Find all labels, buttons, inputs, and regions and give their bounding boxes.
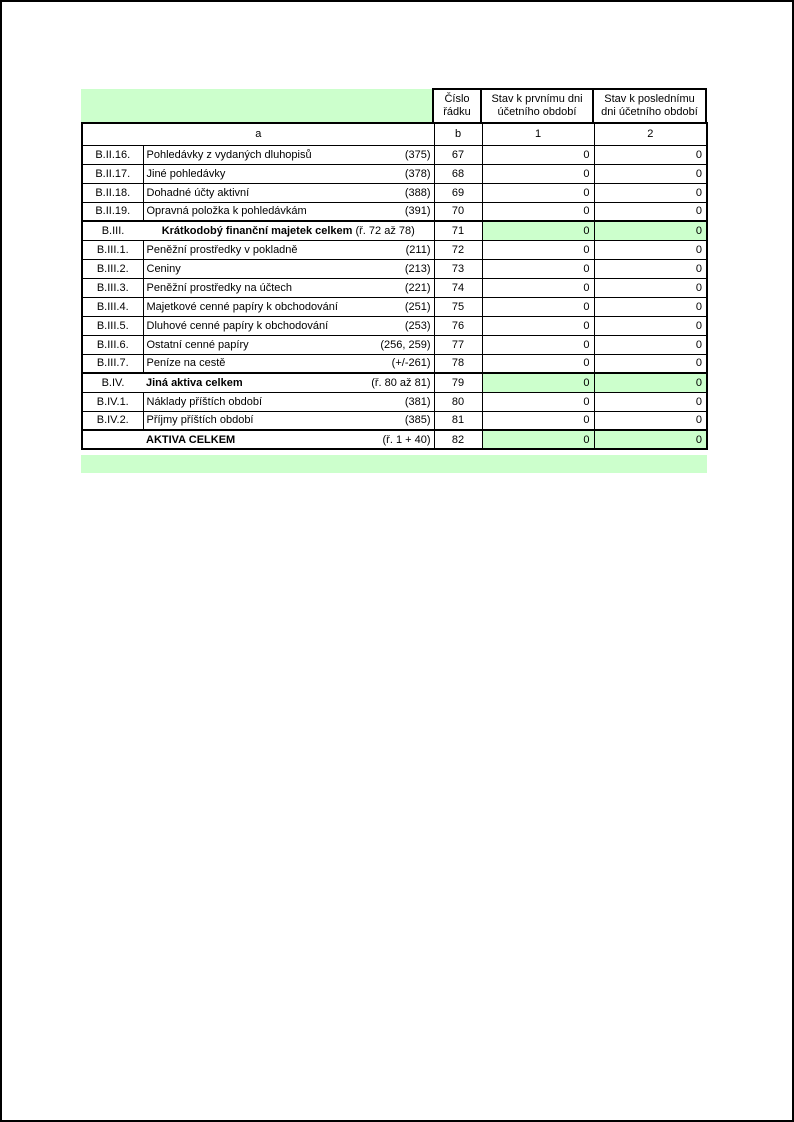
- row-label-cell: [143, 335, 434, 354]
- row-value-period-end: 0: [594, 430, 707, 449]
- row-label: Peněžní prostředky v pokladně: [146, 243, 298, 256]
- row-code-cell: B.II.18.: [82, 183, 143, 202]
- row-code-cell: B.IV.1.: [82, 392, 143, 411]
- row-label-cell: [143, 354, 434, 373]
- row-account-code: (388): [404, 186, 431, 199]
- row-label: Ceniny: [146, 262, 181, 275]
- row-value-period-start: 0: [482, 145, 594, 164]
- subheader-a: a: [82, 123, 434, 145]
- row-value-period-end: 0: [594, 240, 707, 259]
- row-account-code: (+/-261): [391, 357, 431, 370]
- row-label-cell: [143, 259, 434, 278]
- row-label: Příjmy příštích období: [146, 414, 254, 427]
- row-label-cell: [143, 164, 434, 183]
- row-number-cell: 79: [434, 373, 482, 392]
- table-row: [82, 259, 707, 278]
- row-label-wrap: [144, 357, 434, 369]
- table-row: [82, 354, 707, 373]
- row-label-wrap: [143, 377, 434, 389]
- row-number-cell: 76: [434, 316, 482, 335]
- table-row: [82, 430, 707, 449]
- row-value-period-end: 0: [594, 164, 707, 183]
- table-row: [82, 145, 707, 164]
- row-code-cell: B.III.4.: [82, 297, 143, 316]
- row-code-cell: B.III.: [82, 221, 143, 240]
- row-code-cell: [82, 430, 143, 449]
- row-number-cell: 78: [434, 354, 482, 373]
- row-code-cell: B.III.3.: [82, 278, 143, 297]
- row-code-cell: B.IV.2.: [82, 411, 143, 430]
- balance-sheet-page: [81, 88, 708, 473]
- column-header-period-end: Stav k poslednímu dni účetního období: [593, 89, 706, 122]
- row-account-code: (251): [404, 300, 431, 313]
- row-code-cell: B.III.5.: [82, 316, 143, 335]
- row-label-wrap: [144, 187, 434, 199]
- row-value-period-end: 0: [594, 316, 707, 335]
- row-value-period-start: 0: [482, 335, 594, 354]
- row-value-period-start: 0: [482, 354, 594, 373]
- row-value-period-start: 0: [482, 183, 594, 202]
- row-account-code: (253): [404, 319, 431, 332]
- row-account-code: (385): [404, 414, 431, 427]
- row-label-cell: [143, 183, 434, 202]
- row-number-cell: 71: [434, 221, 482, 240]
- row-number-cell: 75: [434, 297, 482, 316]
- row-label: Náklady příštích období: [146, 395, 263, 408]
- row-label-cell: [143, 240, 434, 259]
- table-row: [82, 164, 707, 183]
- row-number-cell: 72: [434, 240, 482, 259]
- row-number-cell: 82: [434, 430, 482, 449]
- row-label: Dluhové cenné papíry k obchodování: [146, 319, 329, 332]
- row-number-cell: 73: [434, 259, 482, 278]
- row-label-cell: [143, 145, 434, 164]
- column-header-period-start: Stav k prvnímu dni účetního období: [481, 89, 593, 122]
- row-account-code: (221): [404, 281, 431, 294]
- table-row: [82, 411, 707, 430]
- row-number-cell: 69: [434, 183, 482, 202]
- row-value-period-end: 0: [594, 202, 707, 221]
- subheader-1: 1: [482, 123, 594, 145]
- table-row: [82, 202, 707, 221]
- row-value-period-start: 0: [482, 202, 594, 221]
- row-value-period-end: 0: [594, 411, 707, 430]
- row-label-wrap: [144, 168, 434, 180]
- row-number-cell: 74: [434, 278, 482, 297]
- row-label-cell: [143, 430, 434, 449]
- row-value-period-end: 0: [594, 297, 707, 316]
- table-row: [82, 278, 707, 297]
- row-value-period-start: 0: [482, 278, 594, 297]
- table-row: [82, 221, 707, 240]
- row-account-code: (211): [405, 243, 431, 256]
- table-row: [82, 316, 707, 335]
- row-account-code: (375): [404, 148, 431, 161]
- header-green-band: [81, 89, 433, 122]
- row-account-code: (378): [404, 167, 431, 180]
- row-label-suffix: (ř. 1 + 40): [382, 433, 431, 446]
- row-value-period-start: 0: [482, 259, 594, 278]
- row-label-wrap: [143, 434, 434, 446]
- table-row: [82, 373, 707, 392]
- table-row: [82, 183, 707, 202]
- row-label: Dohadné účty aktivní: [146, 186, 250, 199]
- subheader-2: 2: [594, 123, 707, 145]
- row-label: Jiné pohledávky: [146, 167, 226, 180]
- row-value-period-end: 0: [594, 278, 707, 297]
- row-number-cell: 77: [434, 335, 482, 354]
- row-value-period-start: 0: [482, 316, 594, 335]
- row-code-cell: B.II.19.: [82, 202, 143, 221]
- row-value-period-end: 0: [594, 373, 707, 392]
- row-number-cell: 70: [434, 202, 482, 221]
- row-value-period-end: 0: [594, 259, 707, 278]
- table-row: [82, 335, 707, 354]
- row-label-cell: [143, 373, 434, 392]
- row-label: Krátkodobý finanční majetek celkem: [161, 224, 356, 237]
- row-account-code: (391): [404, 205, 431, 218]
- row-label: Pohledávky z vydaných dluhopisů: [146, 148, 312, 161]
- subheader-row: [82, 123, 707, 145]
- row-code-cell: B.III.7.: [82, 354, 143, 373]
- row-label: Ostatní cenné papíry: [146, 338, 249, 351]
- row-account-code: (213): [404, 262, 431, 275]
- row-label-wrap: [144, 282, 434, 294]
- row-value-period-start: 0: [482, 164, 594, 183]
- row-label-wrap: [143, 225, 434, 237]
- row-value-period-end: 0: [594, 221, 707, 240]
- row-label: Majetkové cenné papíry k obchodování: [146, 300, 338, 313]
- row-code-cell: B.III.2.: [82, 259, 143, 278]
- column-header-strip: [81, 88, 707, 122]
- row-number-cell: 68: [434, 164, 482, 183]
- row-label-wrap: [144, 149, 434, 161]
- row-label-wrap: [144, 339, 434, 351]
- row-code-cell: B.II.16.: [82, 145, 143, 164]
- row-value-period-end: 0: [594, 183, 707, 202]
- row-code-cell: B.III.1.: [82, 240, 143, 259]
- row-label: Jiná aktiva celkem: [146, 376, 246, 389]
- row-code-cell: B.IV.: [82, 373, 143, 392]
- row-number-cell: 81: [434, 411, 482, 430]
- row-label-cell: [143, 297, 434, 316]
- row-account-code: (256, 259): [380, 338, 431, 351]
- row-label: Peněžní prostředky na účtech: [146, 281, 293, 294]
- row-value-period-start: 0: [482, 221, 594, 240]
- row-label-wrap: [144, 414, 434, 426]
- row-code-cell: B.III.6.: [82, 335, 143, 354]
- row-number-cell: 80: [434, 392, 482, 411]
- table-row: [82, 392, 707, 411]
- table-row: [82, 297, 707, 316]
- row-value-period-start: 0: [482, 411, 594, 430]
- row-label-wrap: [144, 244, 434, 256]
- row-value-period-start: 0: [482, 373, 594, 392]
- row-value-period-end: 0: [594, 392, 707, 411]
- row-label-wrap: [144, 301, 434, 313]
- row-label-suffix: (ř. 80 až 81): [371, 376, 431, 389]
- row-label: Opravná položka k pohledávkám: [146, 205, 307, 218]
- row-value-period-end: 0: [594, 354, 707, 373]
- row-label-cell: [143, 221, 434, 240]
- row-value-period-start: 0: [482, 430, 594, 449]
- row-label: Peníze na cestě: [146, 357, 226, 370]
- row-label-cell: [143, 278, 434, 297]
- subheader-b: b: [434, 123, 482, 145]
- row-value-period-start: 0: [482, 240, 594, 259]
- row-account-code: (381): [404, 395, 431, 408]
- row-label-wrap: [144, 396, 434, 408]
- balance-table: [81, 122, 708, 450]
- row-value-period-start: 0: [482, 297, 594, 316]
- row-label-wrap: [144, 205, 434, 217]
- column-header-row-number: Číslo řádku: [433, 89, 481, 122]
- row-label: AKTIVA CELKEM: [146, 433, 239, 446]
- row-label-suffix: (ř. 72 až 78): [355, 224, 415, 237]
- row-value-period-end: 0: [594, 335, 707, 354]
- row-value-period-end: 0: [594, 145, 707, 164]
- row-label-cell: [143, 316, 434, 335]
- row-label-cell: [143, 202, 434, 221]
- row-label-cell: [143, 392, 434, 411]
- row-code-cell: B.II.17.: [82, 164, 143, 183]
- row-label-wrap: [144, 320, 434, 332]
- table-body: [82, 145, 707, 449]
- table-row: [82, 240, 707, 259]
- row-label-cell: [143, 411, 434, 430]
- row-value-period-start: 0: [482, 392, 594, 411]
- row-number-cell: 67: [434, 145, 482, 164]
- footer-green-band: [81, 455, 707, 473]
- row-label-wrap: [144, 263, 434, 275]
